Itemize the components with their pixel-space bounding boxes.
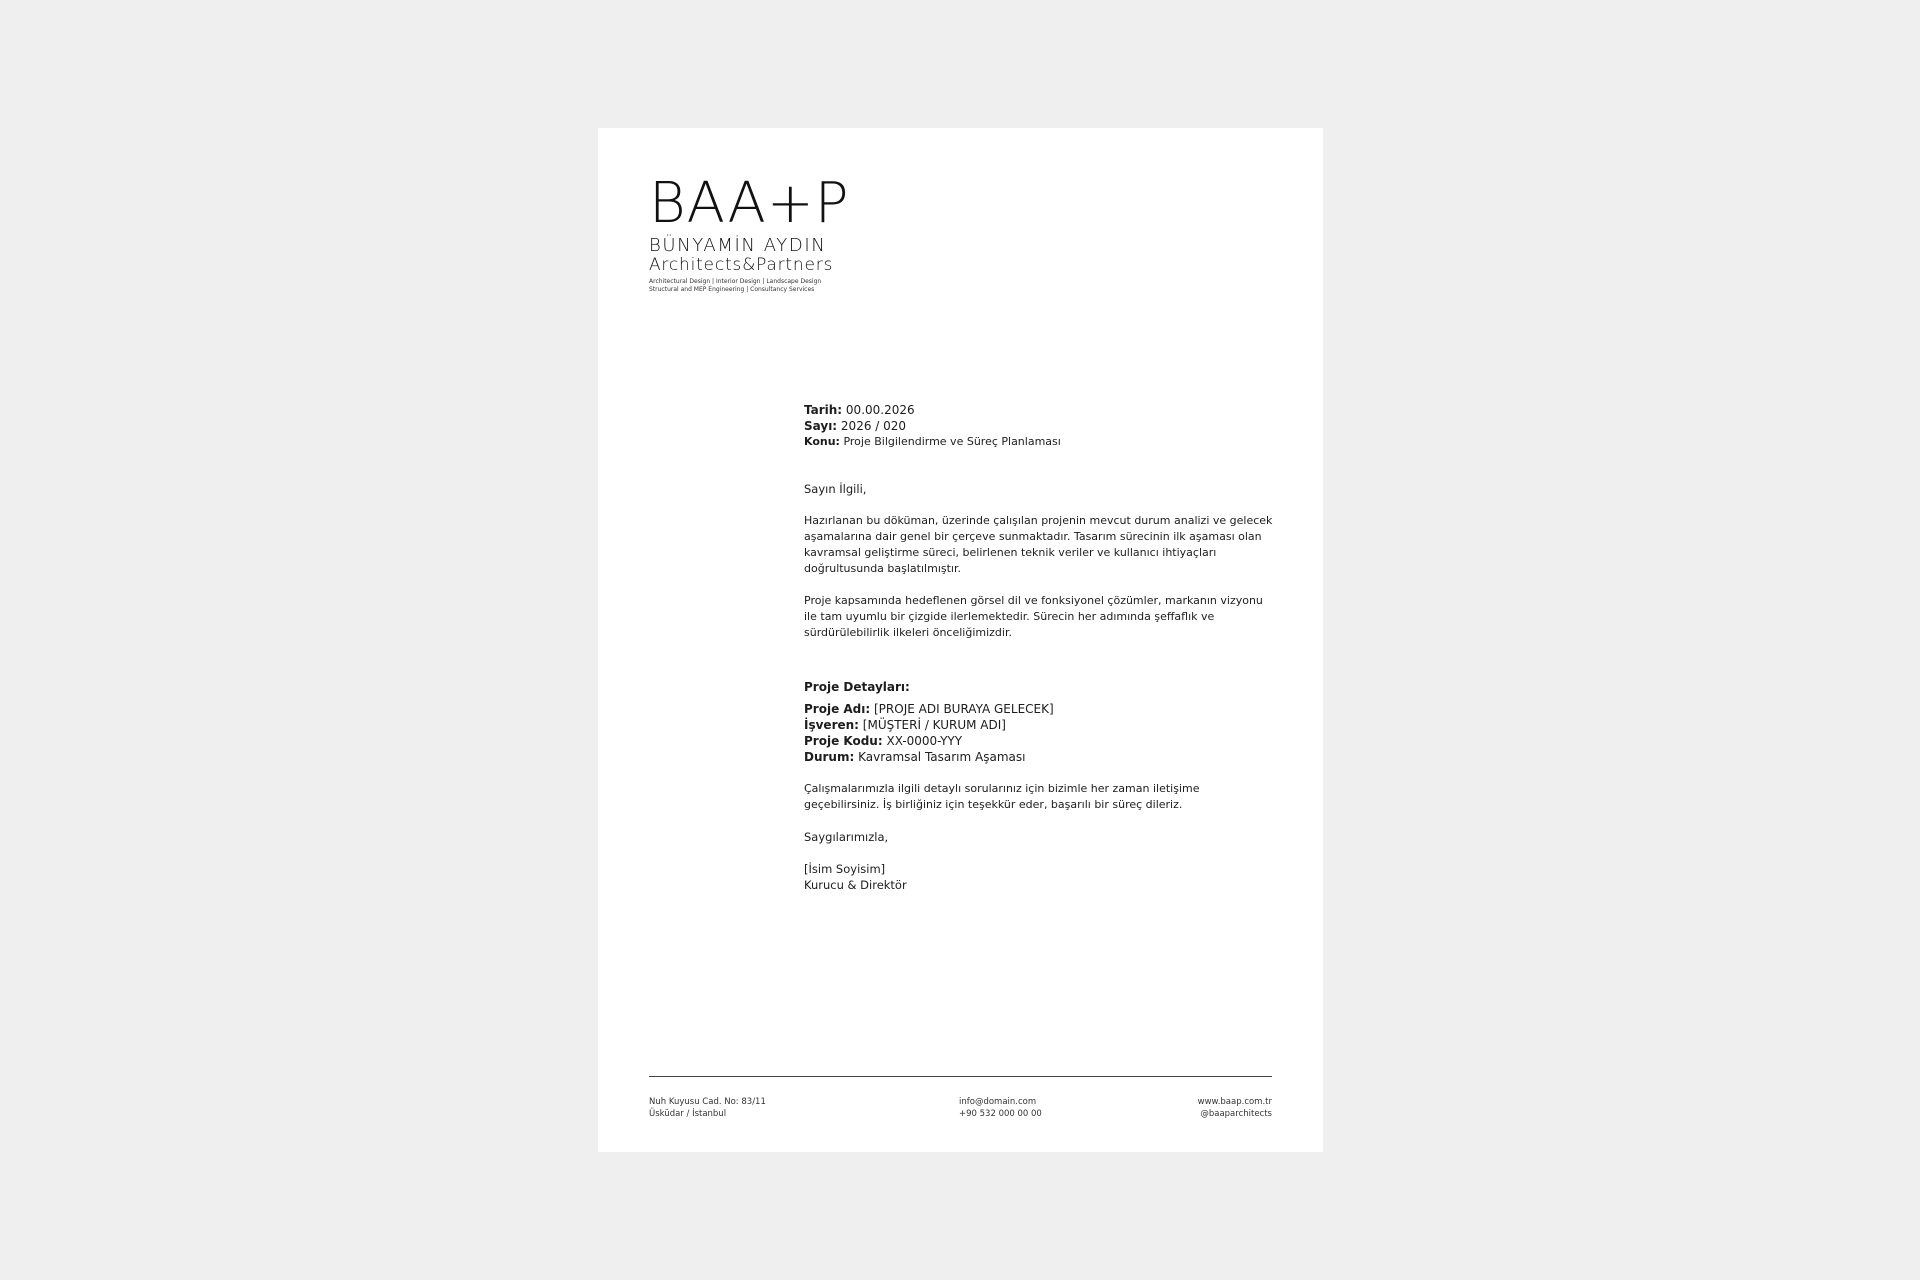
footer-social: @baaparchitects [1200,1109,1272,1119]
meta-number-value: 2026 / 020 [837,419,907,433]
detail-status [804,749,1274,765]
detail-employer-value: [MÜŞTERİ / KURUM ADI] [858,718,1006,732]
detail-project-code-value: XX-0000-YYY [882,734,963,748]
footer-address [649,1096,766,1120]
project-details [804,701,1274,765]
footer-email: info@domain.com [959,1097,1037,1107]
detail-project-name-label: Proje Adı: [804,702,871,716]
footer-web [1198,1096,1272,1120]
signature-block [804,861,1274,893]
logo-mark: BAA+P [649,171,850,236]
detail-status-value: Kavramsal Tasarım Aşaması [854,750,1026,764]
meta-subject-value: Proje Bilgilendirme ve Süreç Planlaması [839,435,1061,448]
footer-phone: +90 532 000 00 00 [959,1109,1042,1119]
regards: Saygılarımızla, [804,830,889,844]
meta-number [804,418,1274,434]
detail-project-code [804,733,1274,749]
meta-subject [804,434,1274,450]
project-details-title: Proje Detayları: [804,680,910,694]
signature-name: [İsim Soyisim] [804,862,886,876]
detail-employer [804,717,1274,733]
paragraph-vision: Proje kapsamında hedeflenen görsel dil ve fonksiyonel çözümler, markanın vizyonu ile tam uyumlu bir çizgide ilerlemektedir. Sürecin her adımında şeffaflık ve sürdürülebilirlik ilkeleri önceliğimizdir. [804,594,1263,639]
paragraph-intro: Hazırlanan bu döküman, üzerinde çalışılan projenin mevcut durum analizi ve gelecek aşamalarına dair genel bir çerçeve sunmaktadır. Tasarım sürecinin ilk aşaması olan kavramsal geliştirme süreci, belirlenen teknik veriler ve kullanıcı ihtiyaçları doğrultusunda başlatılmıştır. [804,514,1273,575]
detail-project-name-value: [PROJE ADI BURAYA GELECEK] [870,702,1054,716]
logo-services-line2: Structural and MEP Engineering | Consultancy Services [649,286,815,293]
letterhead-page [598,128,1323,1152]
footer-contact [959,1096,1042,1120]
logo-services-line1: Architectural Design | Interior Design | Landscape Design [649,278,822,285]
detail-status-label: Durum: [804,750,855,764]
paragraph-closing: Çalışmalarımızla ilgili detaylı sorularınız için bizimle her zaman iletişime geçebilirsiniz. İş birliğiniz için teşekkür eder, başarılı bir süreç dileriz. [804,782,1200,811]
footer-address-line1: Nuh Kuyusu Cad. No: 83/11 [649,1097,766,1107]
footer-address-line2: Üsküdar / İstanbul [649,1109,727,1119]
meta-number-label: Sayı: [804,419,838,433]
logo-subtitle: Architects&Partners [649,255,834,275]
detail-project-name [804,701,1274,717]
meta-subject-label: Konu: [804,435,840,448]
meta-date-value: 00.00.2026 [842,403,915,417]
footer-website: www.baap.com.tr [1197,1097,1272,1107]
detail-project-code-label: Proje Kodu: [804,734,883,748]
signature-title: Kurucu & Direktör [804,878,907,892]
logo-services [649,278,829,294]
company-logo [649,171,850,294]
letter-body [804,402,1274,893]
detail-employer-label: İşveren: [804,718,859,732]
logo-founder-name: BÜNYAMİN AYDIN [649,235,827,256]
salutation: Sayın İlgili, [804,482,867,496]
meta-date-label: Tarih: [804,403,843,417]
footer-divider [649,1076,1272,1077]
meta-date [804,402,1274,418]
